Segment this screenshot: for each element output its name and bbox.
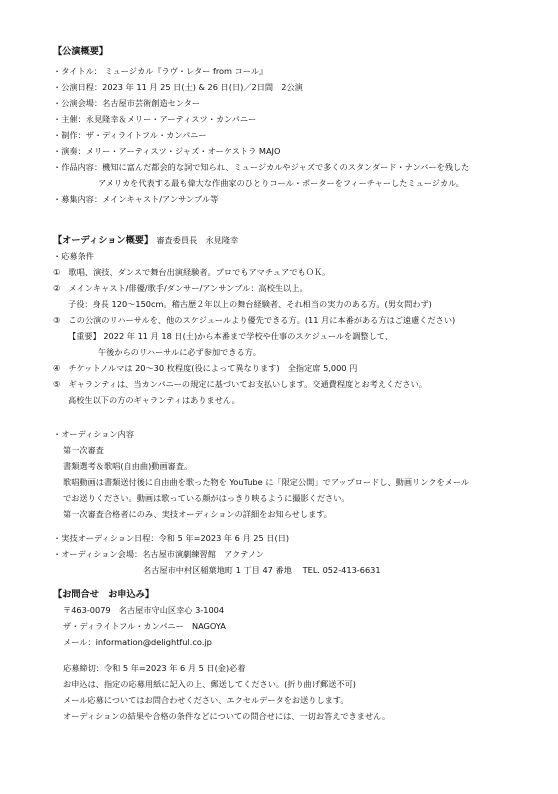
contact-note-1: お申込は、指定の応募用紙に記入の上、郵送してください。(折り曲げ郵送不可) <box>63 679 356 689</box>
process-pass-note: 第一次審査合格者にのみ、実技オーディションの詳細をお知らせします。 <box>63 509 332 519</box>
condition-4: ④ チケットノルマは 20～30 枚程度(役によって異なります) 全指定席 5,000 円 <box>53 363 358 373</box>
overview-host: ・主催：永見隆幸＆メリー・アーティスツ・カンパニー <box>53 114 257 124</box>
overview-heading: 【公演概要】 <box>53 46 109 57</box>
process-video-line2: でお送りください。動画は歌っている顔がはっきり映るように撮影ください。 <box>63 493 350 503</box>
audition-conditions-label: ・応募条件 <box>53 251 94 261</box>
condition-1: ① 歌唱、演技、ダンスで舞台出演経験者。プロでもアマチュアでもＯＫ。 <box>53 267 331 277</box>
practical-address: 名古屋市中村区稲葉地町 1 丁目 47 番地 TEL. 052-413-6631 <box>143 565 381 575</box>
audition-heading-text: 【オーディション概要】 <box>53 235 154 246</box>
overview-content-line1: ・作品内容：機知に富んだ都会的な詞で知られ、ミュージカルやジャズで多くのスタンダード・ナンバーを残した <box>53 162 470 172</box>
contact-email[interactable]: メール：information@delightful.co.jp <box>63 637 212 647</box>
practical-date: ・実技オーディション日程：令和 5 年=2023 年 6 月 25 日(日) <box>53 533 290 543</box>
overview-content-line2: アメリカを代表する最も偉大な作曲家のひとりコール・ポーターをフィーチャーしたミュージカル。 <box>98 178 464 188</box>
contact-note-3: オーディションの結果や合格の条件などについての問合せには、一切お答えできません。 <box>63 711 391 721</box>
overview-performance: ・演奏：メリー・アーティスツ・ジャズ・オーケストラ MAJO <box>53 146 281 156</box>
overview-recruit: ・募集内容：メインキャスト/アンサンブル等 <box>53 194 219 204</box>
condition-3-note2: 午後からのリハーサルに必ず参加できる方。 <box>98 347 262 357</box>
condition-3: ③ この公演のリハーサルを、他のスケジュールより優先できる方。(11 月に本番がある方はご遠慮ください) <box>53 315 456 325</box>
process-first: 第一次審査 <box>63 445 104 455</box>
condition-3-note: 【重要】 2022 年 11 月 18 日(土)から本番まで学校や仕事のスケジュールを調整して、 <box>68 331 394 341</box>
condition-5: ⑤ ギャランティは、当カンパニーの規定に基づいてお支払いします。交通費程度とお考えください。 <box>53 379 427 389</box>
contact-note-2: メール応募についてはお問合わせください、エクセルデータをお送りします。 <box>63 695 349 705</box>
practical-venue: ・オーディション会場：名古屋市演劇練習館 アクテノン <box>53 549 264 559</box>
contact-deadline: 応募締切：令和 5 年=2023 年 6 月 5 日(金)必着 <box>63 663 246 673</box>
process-label: ・オーディション内容 <box>53 429 135 439</box>
contact-postal: 〒463-0079 名古屋市守山区幸心 3-1004 <box>63 605 225 615</box>
overview-production: ・制作：ザ・ディライトフル・カンパニー <box>53 130 207 140</box>
process-first-detail: 書類選考＆歌唱(自由曲)動画審査。 <box>63 461 193 471</box>
condition-5-sub: 高校生以下の方のギャランティはありません。 <box>68 395 240 405</box>
process-video-line1: 歌唱動画は書類送付後に自由曲を歌った物を YouTube に「限定公開」でアップロードし、動画リンクをメール <box>63 477 470 487</box>
overview-title: ・タイトル： ミュージカル『ラヴ・レター from コール』 <box>53 66 268 76</box>
contact-heading: 【お問合せ お申込み】 <box>53 589 155 600</box>
overview-dates: ・公演日程：2023 年 11 月 25 日(土) & 26 日(日)／2日間 2公演 <box>53 82 303 92</box>
overview-venue: ・公演会場：名古屋市芸術創造センター <box>53 98 201 108</box>
audition-heading <box>53 236 238 245</box>
contact-company: ザ・ディライトフル・カンパニー NAGOYA <box>63 621 226 631</box>
condition-2-child: 子役：身長 120～150cm。稽古歴２年以上の舞台経験者、それ相当の実力のある方。(男女問わず) <box>68 299 432 309</box>
audition-judge: 審査委員長 永見隆幸 <box>156 235 239 245</box>
condition-2: ② メインキャスト/俳優/歌手/ダンサー/アンサンブル：高校生以上。 <box>53 283 308 293</box>
